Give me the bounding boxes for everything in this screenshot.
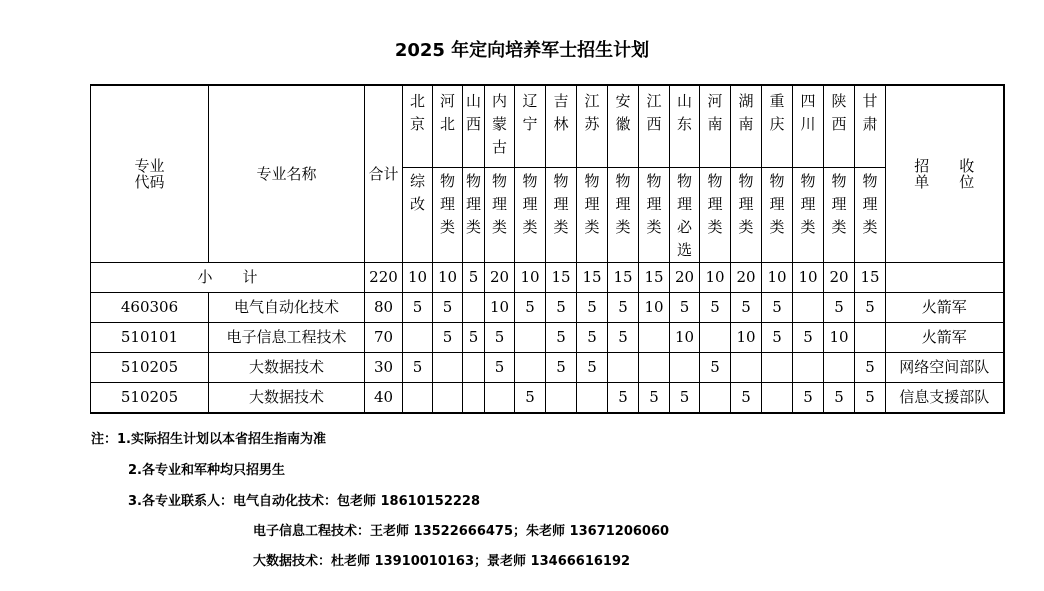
major-code: 460306 [91,293,209,323]
header-name: 专业名称 [209,85,365,263]
province-header: 重 庆 [762,85,793,168]
province-header: 四 川 [793,85,824,168]
quota-cell: 5 [824,293,855,323]
quota-cell [515,323,546,353]
subtotal-cell: 10 [793,263,824,293]
quota-cell: 5 [577,293,608,323]
province-header: 河 北 [433,85,463,168]
quota-cell [670,353,700,383]
subtotal-cell: 15 [546,263,577,293]
note-1: 注：1.实际招生计划以本省招生指南为准 [91,432,326,447]
subtotal-cell: 10 [700,263,731,293]
province-subject: 物 理 类 [463,168,485,263]
quota-cell: 5 [608,323,639,353]
major-code: 510205 [91,353,209,383]
quota-cell [577,383,608,414]
subtotal-cell: 15 [855,263,886,293]
note-2: 2.各专业和军种均只招男生 [128,463,285,478]
province-header: 山 东 [670,85,700,168]
quota-cell [762,353,793,383]
quota-cell: 10 [639,293,670,323]
quota-cell: 5 [824,383,855,414]
enrollment-plan-table [90,84,1005,414]
header-unit: 招 收 单 位 [886,85,1004,263]
major-name: 大数据技术 [209,383,365,414]
quota-cell: 5 [546,323,577,353]
quota-cell: 5 [546,293,577,323]
quota-cell: 5 [700,293,731,323]
province-header: 辽 宁 [515,85,546,168]
province-subject: 物 理 类 [485,168,515,263]
recruiting-unit: 火箭军 [886,323,1004,353]
subtotal-cell: 15 [608,263,639,293]
quota-cell: 5 [670,293,700,323]
quota-cell: 5 [403,353,433,383]
province-subject: 物 理 类 [855,168,886,263]
province-header: 吉 林 [546,85,577,168]
province-subject: 综 改 [403,168,433,263]
quota-cell [433,383,463,414]
table-row [91,353,1004,383]
subtotal-cell: 10 [403,263,433,293]
row-total: 80 [365,293,403,323]
quota-cell [546,383,577,414]
subtotal-cell: 20 [670,263,700,293]
province-header: 江 西 [639,85,670,168]
major-name: 大数据技术 [209,353,365,383]
quota-cell [793,293,824,323]
quota-cell: 5 [403,293,433,323]
subtotal-cell: 10 [515,263,546,293]
quota-cell [608,353,639,383]
quota-cell: 5 [485,353,515,383]
major-code: 510101 [91,323,209,353]
province-subject: 物 理 类 [731,168,762,263]
subtotal-total: 220 [365,263,403,293]
quota-cell [762,383,793,414]
header-code: 专业 代码 [91,85,209,263]
quota-cell: 10 [731,323,762,353]
subtotal-cell: 20 [731,263,762,293]
quota-cell [824,353,855,383]
quota-cell: 5 [639,383,670,414]
province-subject: 物 理 类 [824,168,855,263]
quota-cell: 5 [762,323,793,353]
quota-cell: 5 [485,323,515,353]
table-row [91,293,1004,323]
recruiting-unit: 信息支援部队 [886,383,1004,414]
major-code: 510205 [91,383,209,414]
province-subject: 物 理 类 [793,168,824,263]
province-header: 河 南 [700,85,731,168]
quota-cell: 5 [855,293,886,323]
subtotal-cell: 15 [577,263,608,293]
province-subject: 物 理 必 选 [670,168,700,263]
quota-cell [639,353,670,383]
province-header: 北 京 [403,85,433,168]
province-subject: 物 理 类 [515,168,546,263]
header-total: 合计 [365,85,403,263]
quota-cell: 5 [793,323,824,353]
quota-cell: 5 [463,323,485,353]
quota-cell [433,353,463,383]
subtotal-cell: 20 [485,263,515,293]
major-name: 电气自动化技术 [209,293,365,323]
recruiting-unit: 火箭军 [886,293,1004,323]
province-subject: 物 理 类 [577,168,608,263]
table-row [91,323,1004,353]
quota-cell: 5 [700,353,731,383]
quota-cell [731,353,762,383]
quota-cell [463,293,485,323]
quota-cell [700,323,731,353]
quota-cell: 5 [855,353,886,383]
table-row [91,383,1004,414]
quota-cell [485,383,515,414]
row-total: 30 [365,353,403,383]
row-total: 70 [365,323,403,353]
quota-cell: 5 [731,293,762,323]
quota-cell: 10 [670,323,700,353]
major-name: 电子信息工程技术 [209,323,365,353]
subtotal-cell: 5 [463,263,485,293]
quota-cell [463,383,485,414]
note-3: 3.各专业联系人：电气自动化技术：包老师 18610152228 [128,494,481,509]
quota-cell: 5 [762,293,793,323]
quota-cell: 5 [515,293,546,323]
quota-cell: 5 [608,293,639,323]
province-header: 安 徽 [608,85,639,168]
quota-cell: 5 [515,383,546,414]
quota-cell: 10 [824,323,855,353]
quota-cell [855,323,886,353]
recruiting-unit: 网络空间部队 [886,353,1004,383]
subtotal-unit [886,263,1004,293]
province-header: 陕 西 [824,85,855,168]
quota-cell [700,383,731,414]
province-subject: 物 理 类 [700,168,731,263]
quota-cell: 5 [433,293,463,323]
quota-cell: 5 [793,383,824,414]
province-header: 江 苏 [577,85,608,168]
subtotal-cell: 15 [639,263,670,293]
province-header: 甘 肃 [855,85,886,168]
quota-cell: 5 [670,383,700,414]
province-subject: 物 理 类 [433,168,463,263]
province-header: 湖 南 [731,85,762,168]
quota-cell [639,323,670,353]
quota-cell: 5 [731,383,762,414]
quota-cell: 5 [577,353,608,383]
quota-cell [515,353,546,383]
subtotal-cell: 10 [762,263,793,293]
province-subject: 物 理 类 [608,168,639,263]
quota-cell [463,353,485,383]
note-5: 大数据技术：杜老师 13910010163；景老师 13466616192 [253,554,631,569]
quota-cell: 5 [546,353,577,383]
quota-cell: 5 [608,383,639,414]
province-subject: 物 理 类 [639,168,670,263]
quota-cell [403,383,433,414]
subtotal-row [91,263,1004,293]
row-total: 40 [365,383,403,414]
province-header: 内 蒙 古 [485,85,515,168]
quota-cell: 10 [485,293,515,323]
province-header: 山 西 [463,85,485,168]
document-title: 2025 年定向培养军士招生计划 [394,40,650,61]
subtotal-label: 小 计 [91,263,365,293]
quota-cell: 5 [855,383,886,414]
subtotal-cell: 20 [824,263,855,293]
subtotal-cell: 10 [433,263,463,293]
note-4: 电子信息工程技术：王老师 13522666475；朱老师 13671206060 [253,524,670,539]
quota-cell: 5 [433,323,463,353]
province-subject: 物 理 类 [546,168,577,263]
quota-cell: 5 [577,323,608,353]
province-subject: 物 理 类 [762,168,793,263]
quota-cell [793,353,824,383]
quota-cell [403,323,433,353]
